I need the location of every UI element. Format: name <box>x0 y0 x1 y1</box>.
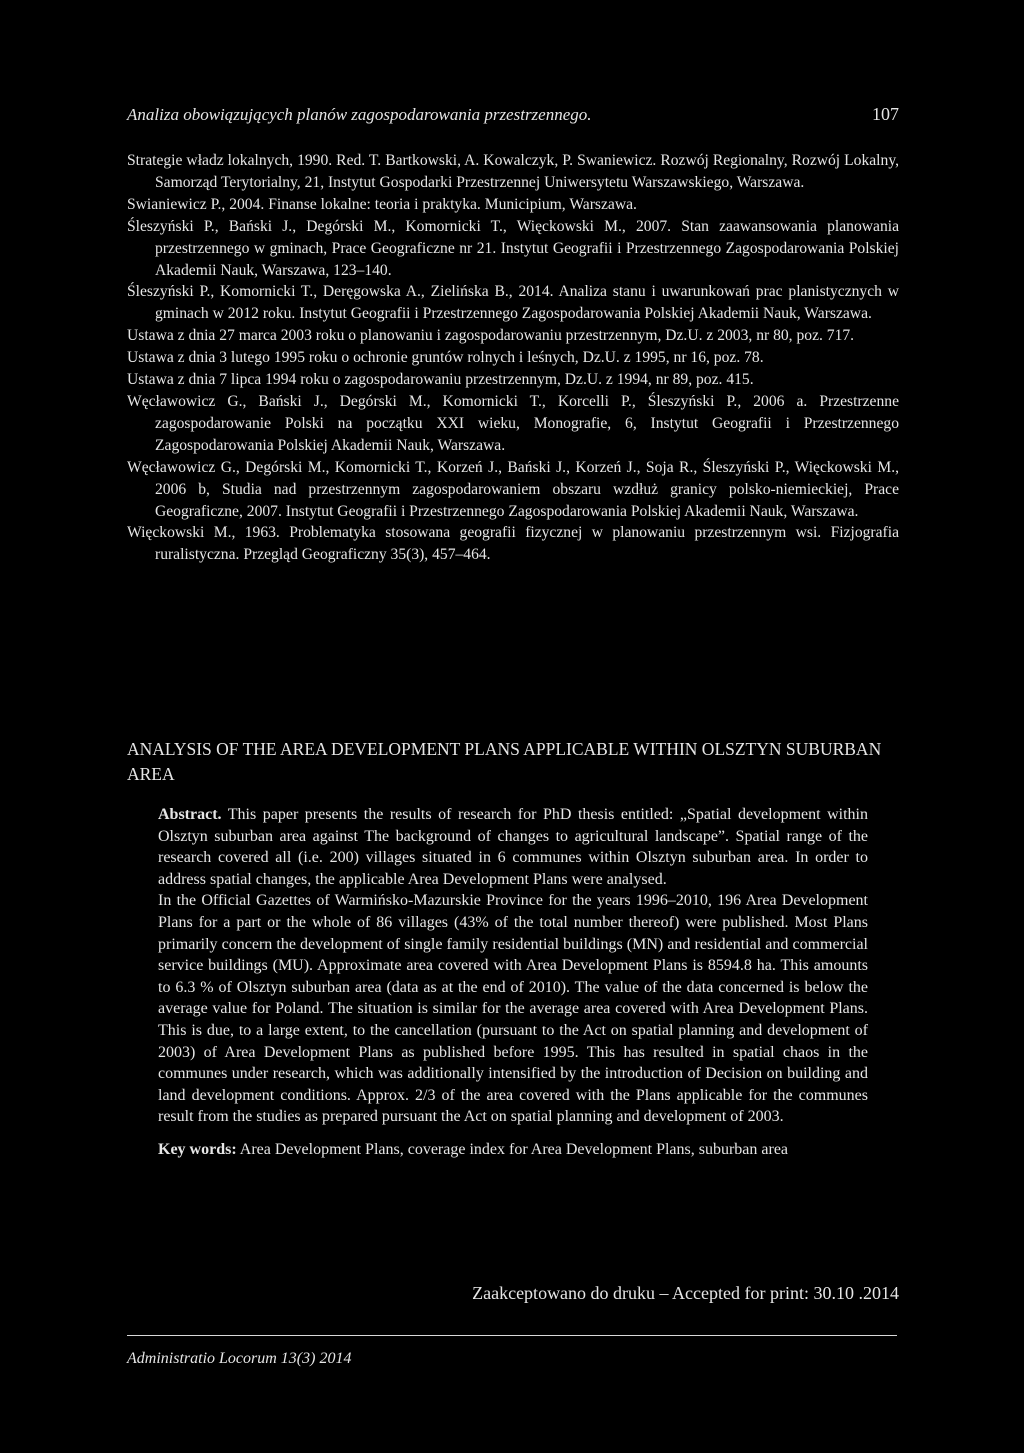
reference-item: Strategie władz lokalnych, 1990. Red. T. Bartkowski, A. Kowalczyk, P. Swaniewicz. Rozwój Regionalny, Rozwój Lokalny, Samorząd Terytorialny, 21, Instytut Gospodarki Przestrzennej Uniwersytetu Warszawskiego, Warszawa. <box>127 152 899 191</box>
abstract-paragraph-1 <box>158 804 868 890</box>
reference-item: Węcławowicz G., Bański J., Degórski M., Komornicki T., Korcelli P., Śleszyński P., 2006 a. Przestrzenne zagospodarowanie Polski na początku XXI wieku, Monografie, 6, Instytut Geografii i Przestrzennego Zagospodarowania Polskiej Akademii Nauk, Warszawa. <box>127 392 899 454</box>
accepted-date: Zaakceptowano do druku – Accepted for print: 30.10 .2014 <box>472 1283 899 1303</box>
keywords-label: Key words: <box>158 1140 237 1158</box>
abstract-paragraph-2: In the Official Gazettes of Warmińsko-Mazurskie Province for the years 1996–2010, 196 Area Development Plans for a part or the whole of 86 villages (43% of the total number thereof) were published. Most Plans primarily concern the development of single family residential buildings (MN) and residential and commercial service buildings (MU). Approximate area covered with Area Development Plans is 8594.8 ha. This amounts to 6.3 % of Olsztyn suburban area (data as at the end of 2010). The value of the data concerned is below the average value for Poland. The situation is similar for the average area covered with Area Development Plans. This is due, to a large extent, to the cancellation (pursuant to the Act on spatial planning and development of 2003) of Area Development Plans as published before 1995. This has resulted in spatial chaos in the communes under research, which was additionally intensified by the introduction of Decision on building and land development conditions. Approx. 2/3 of the area covered with the Plans applicable for the communes result from the studies as prepared pursuant the Act on spatial planning and development of 2003. <box>158 892 868 1126</box>
reference-item: Swianiewicz P., 2004. Finanse lokalne: teoria i praktyka. Municipium, Warszawa. <box>127 195 637 213</box>
running-title: Analiza obowiązujących planów zagospodarowania przestrzennego. <box>127 105 592 124</box>
reference-item: Śleszyński P., Bański J., Degórski M., Komornicki T., Więckowski M., 2007. Stan zaawansowania planowania przestrzennego w gminach, Prace Geograficzne nr 21. Instytut Geografii i Przestrzennego Zagospodarowania Polskiej Akademii Nauk, Warszawa, 123–140. <box>127 217 899 279</box>
keywords-text: Area Development Plans, coverage index for Area Development Plans, suburban area <box>236 1140 789 1158</box>
running-header <box>127 104 899 125</box>
abstract-label: Abstract. <box>158 806 222 823</box>
abstract-text-1: This paper presents the results of research for PhD thesis entitled: „Spatial development within Olsztyn suburban area against The background of changes to agricultural landscape”. Spatial range of the research covered all (i.e. 200) villages situated in 6 communes within Olsztyn suburban area. In order to address spatial changes, the applicable Area Development Plans were analysed. <box>158 806 868 888</box>
reference-item: Ustawa z dnia 27 marca 2003 roku o planowaniu i zagospodarowaniu przestrzennym, Dz.U. z 2003, nr 80, poz. 717. <box>127 327 855 345</box>
abstract-block <box>158 804 868 1161</box>
reference-item: Śleszyński P., Komornicki T., Deręgowska A., Zielińska B., 2014. Analiza stanu i uwarunkowań prac planistycznych w gminach w 2012 roku. Instytut Geografii i Przestrzennego Zagospodarowania Polskiej Akademii Nauk, Warszawa. <box>127 283 899 323</box>
reference-list <box>127 150 899 566</box>
abstract-title: ANALYSIS OF THE AREA DEVELOPMENT PLANS APPLICABLE WITHIN OLSZTYN SUBURBAN AREA <box>127 739 882 784</box>
reference-item: Ustawa z dnia 3 lutego 1995 roku o ochronie gruntów rolnych i leśnych, Dz.U. z 1995, nr 16, poz. 78. <box>127 349 764 367</box>
footer-divider <box>127 1335 897 1336</box>
keywords <box>158 1139 868 1161</box>
journal-footer: Administratio Locorum 13(3) 2014 <box>127 1350 352 1367</box>
reference-item: Ustawa z dnia 7 lipca 1994 roku o zagospodarowaniu przestrzennym, Dz.U. z 1994, nr 89, poz. 415. <box>127 371 754 389</box>
page-number: 107 <box>872 104 899 124</box>
reference-item: Więckowski M., 1963. Problematyka stosowana geografii fizycznej w planowaniu przestrzennym wsi. Fizjografia ruralistyczna. Przegląd Geograficzny 35(3), 457–464. <box>127 524 899 564</box>
reference-item: Węcławowicz G., Degórski M., Komornicki T., Korzeń J., Bański J., Korzeń J., Soja R., Śleszyński P., Więckowski M., 2006 b, Studia nad przestrzennym zagospodarowaniem obszaru wzdłuż granicy polsko-niemieckiej, Prace Geograficzne, 2007. Instytut Geografii i Przestrzennego Zagospodarowania Polskiej Akademii Nauk, Warszawa. <box>127 458 899 520</box>
